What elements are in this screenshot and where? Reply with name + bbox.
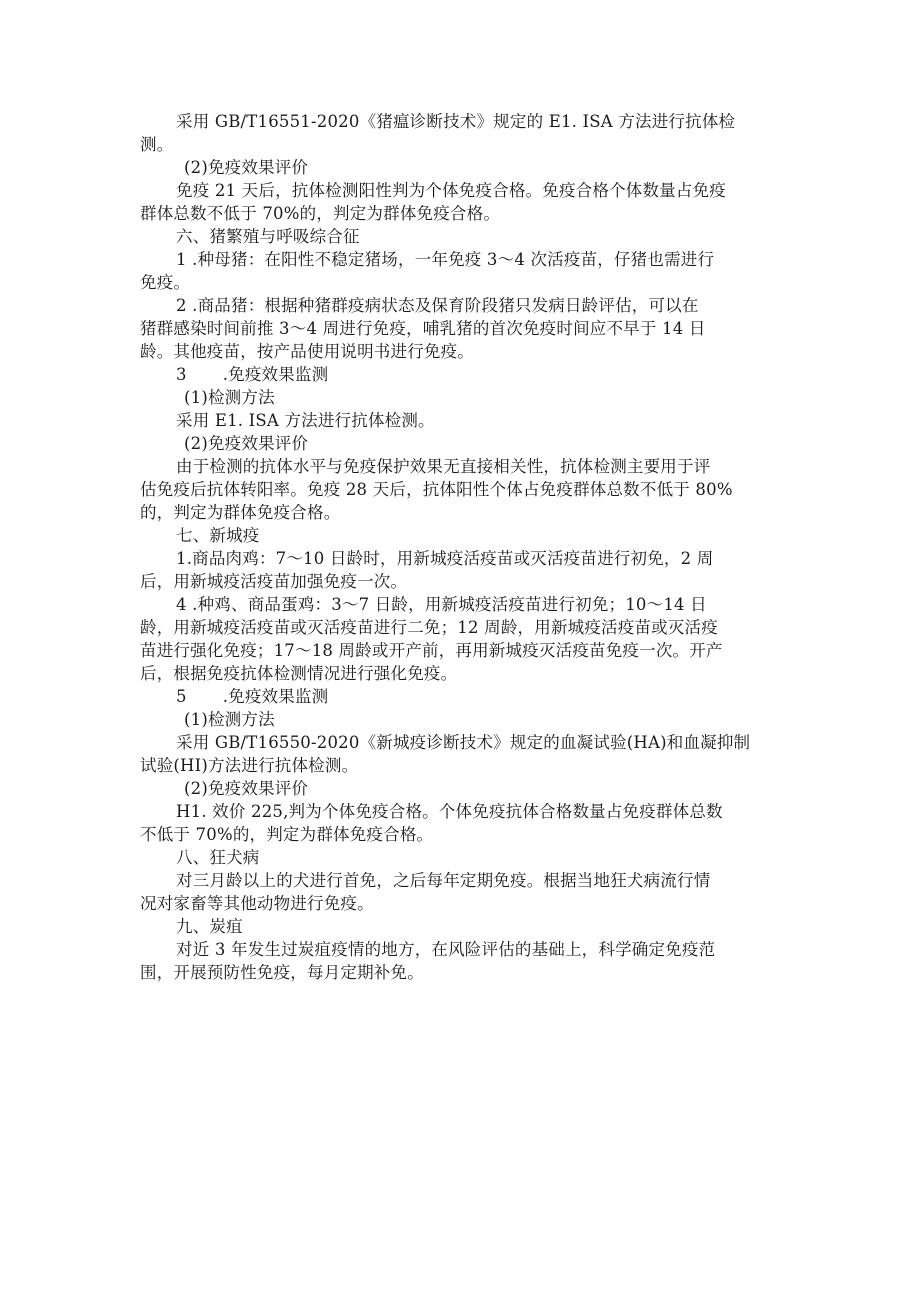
text-line: 群体总数不低于 70%的，判定为群体免疫合格。 [140, 204, 501, 223]
text-line: 后，用新城疫活疫苗加强免疫一次。 [140, 572, 408, 591]
text-line: 1.商品肉鸡：7～10 日龄时，用新城疫活疫苗或灭活疫苗进行初免，2 周 [176, 549, 714, 568]
text-line: 九、炭疽 [176, 917, 243, 936]
text-line: 的，判定为群体免疫合格。 [140, 503, 341, 522]
text-line: 围，开展预防性免疫，每月定期补免。 [140, 963, 424, 982]
text-line: H1. 效价 225,判为个体免疫合格。个体免疫抗体合格数量占免疫群体总数 [176, 802, 723, 821]
text-line: 七、新城疫 [176, 526, 260, 545]
text-line: 采用 GB/T16550-2020《新城疫诊断技术》规定的血凝试验(HA)和血凝抑制 [176, 733, 751, 752]
text-line: 由于检测的抗体水平与免疫保护效果无直接相关性，抗体检测主要用于评 [176, 457, 711, 476]
text-line: 1 .种母猪：在阳性不稳定猪场，一年免疫 3～4 次活疫苗，仔猪也需进行 [176, 250, 715, 269]
text-line: 2 .商品猪：根据种猪群疫病状态及保育阶段猪只发病日龄评估，可以在 [176, 296, 699, 315]
text-line: 六、猪繁殖与呼吸综合征 [176, 227, 360, 246]
text-line: 苗进行强化免疫；17～18 周龄或开产前，再用新城疫灭活疫苗免疫一次。开产 [140, 641, 723, 660]
section-number: 3 [176, 365, 187, 384]
text-line: 测。 [140, 135, 174, 154]
text-line: (1)检测方法 [184, 710, 275, 729]
text-line [140, 685, 780, 708]
text-line: (1)检测方法 [184, 388, 275, 407]
text-line: 龄。其他疫苗，按产品使用说明书进行免疫。 [140, 342, 474, 361]
text-line: 估免疫后抗体转阳率。免疫 28 天后，抗体阳性个体占免疫群体总数不低于 80% [140, 480, 733, 499]
text-line: 采用 E1. ISA 方法进行抗体检测。 [176, 411, 435, 430]
text-line: 试验(HI)方法进行抗体检测。 [140, 756, 359, 775]
text-line: 免疫。 [140, 273, 191, 292]
text-line: 后，根据免疫抗体检测情况进行强化免疫。 [140, 664, 458, 683]
text-line: 猪群感染时间前推 3～4 周进行免疫，哺乳猪的首次免疫时间应不早于 14 日 [140, 319, 706, 338]
text-line: 八、狂犬病 [176, 848, 260, 867]
text-line: (2)免疫效果评价 [184, 779, 309, 798]
text-line: 对近 3 年发生过炭疽疫情的地方，在风险评估的基础上，科学确定免疫范 [176, 940, 716, 959]
text-line: 龄，用新城疫活疫苗或灭活疫苗进行二免；12 周龄，用新城疫活疫苗或灭活疫 [140, 618, 718, 637]
document-body [140, 110, 780, 984]
text-line: (2)免疫效果评价 [184, 158, 309, 177]
text-line: 免疫 21 天后，抗体检测阳性判为个体免疫合格。免疫合格个体数量占免疫 [176, 181, 726, 200]
text-line: 对三月龄以上的犬进行首免，之后每年定期免疫。根据当地狂犬病流行情 [176, 871, 711, 890]
text-line: 采用 GB/T16551-2020《猪瘟诊断技术》规定的 E1. ISA 方法进行抗体检 [176, 112, 736, 131]
text-line: 况对家畜等其他动物进行免疫。 [140, 894, 374, 913]
section-heading-text: .免疫效果监测 [222, 365, 329, 384]
text-line: 4 .种鸡、商品蛋鸡：3～7 日龄，用新城疫活疫苗进行初免；10～14 日 [176, 595, 707, 614]
text-line [140, 363, 780, 386]
section-heading-text: .免疫效果监测 [222, 687, 329, 706]
section-number: 5 [176, 687, 187, 706]
text-line: (2)免疫效果评价 [184, 434, 309, 453]
text-line: 不低于 70%的，判定为群体免疫合格。 [140, 825, 434, 844]
